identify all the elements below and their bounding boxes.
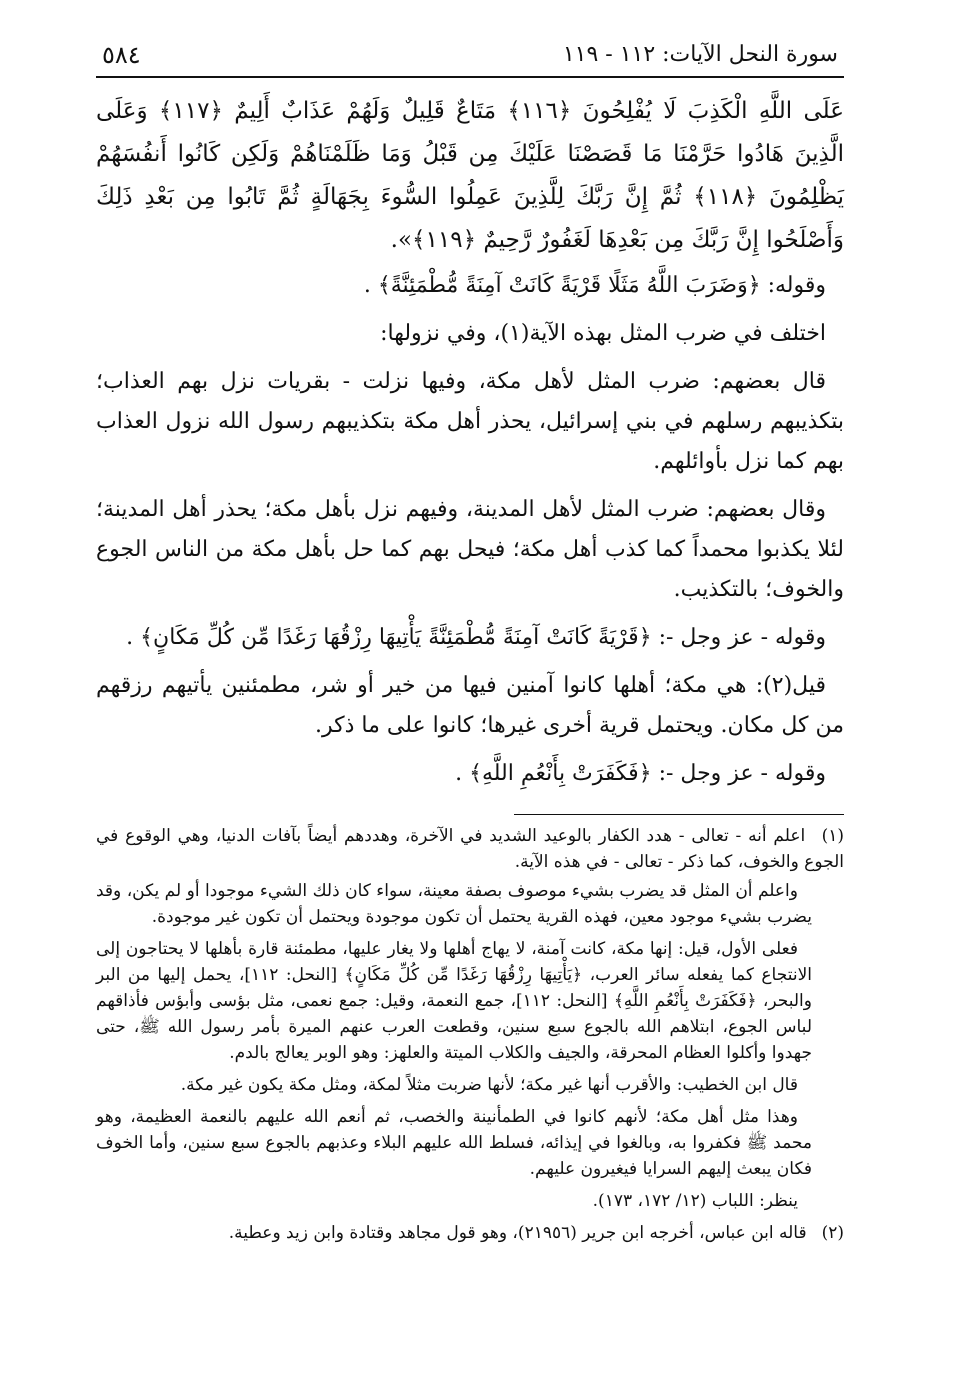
footnote-2 xyxy=(96,1220,844,1246)
paragraph-3: قال بعضهم: ضرب المثل لأهل مكة، وفيها نزلت - بقريات نزل بهم العذاب؛ بتكذيبهم رسلهم في بني إسرائيل، يحذر أهل مكة بتكذيبهم رسول الله نزول العذاب بهم كما نزل بأوائلهم. xyxy=(96,369,844,474)
paragraph-5: وقوله - عز وجل -: ﴿قَرْيَةً كَانَتْ آمِنَةً مُّطْمَئِنَّةً يَأْتِيهَا رِزْقُهَا رَغَدًا مِّن كُلِّ مَكَانٍ﴾ . xyxy=(126,625,826,650)
footnote-separator xyxy=(514,814,844,815)
paragraph-7: وقوله - عز وجل -: ﴿فَكَفَرَتْ بِأَنْعُمِ اللَّهِ﴾ . xyxy=(455,761,826,786)
footnote-text: اعلم أنه - تعالى - هدد الكفار بالوعيد الشديد في الآخرة، وهددهم أيضاً بآفات الدنيا، وهي الوقوع في الجوع والخوف، كما ذكر - تعالى - في هذه الآية. xyxy=(96,826,844,872)
footnote-1 xyxy=(96,823,844,1214)
paragraph-1: وقوله: ﴿وَضَرَبَ اللَّهُ مَثَلًا قَرْيَةً كَانَتْ آمِنَةً مُّطْمَئِنَّةً﴾ . xyxy=(363,273,826,298)
paragraph-2: اختلف في ضرب المثل بهذه الآية(١)، وفي نزولها: xyxy=(380,321,826,346)
footnote-text: قاله ابن عباس، أخرجه ابن جرير (٢١٩٥٦)، وهو قول مجاهد وقتادة وابن زيد وعطية. xyxy=(228,1223,807,1243)
paragraph-4: وقال بعضهم: ضرب المثل لأهل المدينة، وفيهم نزل بأهل مكة؛ يحذر أهل المدينة؛ لئلا يكذبوا محمداً كما كذب أهل مكة؛ فيحل بهم كما حل بأهل مكة من الناس الجوع والخوف؛ بالتكذيب. xyxy=(96,497,844,602)
footnote-reference: ينظر: اللباب (١٢/ ١٧٢، ١٧٣). xyxy=(592,1191,798,1211)
running-title: سورة النحل الآيات: ١١٢ - ١١٩ xyxy=(562,42,838,67)
footnote-paragraph: فعلى الأول، قيل: إنها مكة، كانت آمنة، لا يهاج أهلها ولا يغار عليها، مطمئنة قارة بأهلها لا يحتاجون إلى الانتجاع كما يفعله سائر العرب، ﴿يَأْتِيهَا رِزْقُهَا رَغَدًا مِّن كُلِّ مَكَانٍ﴾ [النحل: ١١٢]، يحمل إليها من البر والبحر، ﴿فَكَفَرَتْ بِأَنْعُمِ اللَّهِ﴾ [النحل: ١١٢]، جمع النعمة، وقيل: جمع نعمى، مثل بؤسى وأبؤس فأذاقهم لباس الجوع، ابتلاهم الله بالجوع سبع سنين، وقطعت العرب عنهم الميرة بأمر رسول الله ﷺ، حتى جهدوا وأكلوا العظام المحرقة، والجيف والكلاب الميتة والعلهز: وهو الوبر يعالج بالدم. xyxy=(96,939,812,1063)
page xyxy=(96,40,844,1249)
footnote-paragraph: واعلم أن المثل قد يضرب بشيء موصوف بصفة معينة، سواء كان ذلك الشيء موجودا أو لم يكن، وقد يضرب بشيء موجود معين، فهذه القرية يحتمل أن تكون موجودة ويحتمل أن تكون غير موجودة. xyxy=(96,881,812,927)
footnote-paragraph: وهذا مثل أهل مكة؛ لأنهم كانوا في الطمأنينة والخصب، ثم أنعم الله عليهم بالنعمة العظيمة، وهو محمد ﷺ فكفروا به، وبالغوا في إيذائه، فسلط الله عليهم البلاء وعذبهم بالجوع سبع سنين، وأما الخوف فكان يبعث إليهم السرايا فيغيرون عليهم. xyxy=(96,1107,812,1179)
quran-verses: عَلَى اللَّهِ الْكَذِبَ لَا يُفْلِحُونَ ﴿١١٦﴾ مَتَاعٌ قَلِيلٌ وَلَهُمْ عَذَابٌ أَلِيمٌ ﴿١١٧﴾ وَعَلَى الَّذِينَ هَادُوا حَرَّمْنَا مَا قَصَصْنَا عَلَيْكَ مِن قَبْلُ وَمَا ظَلَمْنَاهُمْ وَلَكِن كَانُوا أَنفُسَهُمْ يَظْلِمُونَ ﴿١١٨﴾ ثُمَّ إِنَّ رَبَّكَ لِلَّذِينَ عَمِلُوا السُّوءَ بِجَهَالَةٍ ثُمَّ تَابُوا مِن بَعْدِ ذَلِكَ وَأَصْلَحُوا إِنَّ رَبَّكَ مِن بَعْدِهَا لَغَفُورٌ رَّحِيمٌ ﴿١١٩﴾». xyxy=(96,98,844,253)
footnote-marker: (٢) xyxy=(821,1223,844,1243)
footnote-paragraph: قال ابن الخطيب: والأقرب أنها غير مكة؛ لأنها ضربت مثلاً لمكة، ومثل مكة يكون غير مكة. xyxy=(180,1075,798,1095)
page-number: ٥٨٤ xyxy=(102,41,141,69)
paragraph-6: قيل(٢): هي مكة؛ أهلها كانوا آمنين فيها من خير أو شر، مطمئنين يأتيهم رزقهم من كل مكان. ويحتمل قرية أخرى غيرها؛ كانوا على ما ذكر. xyxy=(96,673,844,738)
running-header xyxy=(96,40,844,78)
footnote-marker: (١) xyxy=(821,826,845,846)
